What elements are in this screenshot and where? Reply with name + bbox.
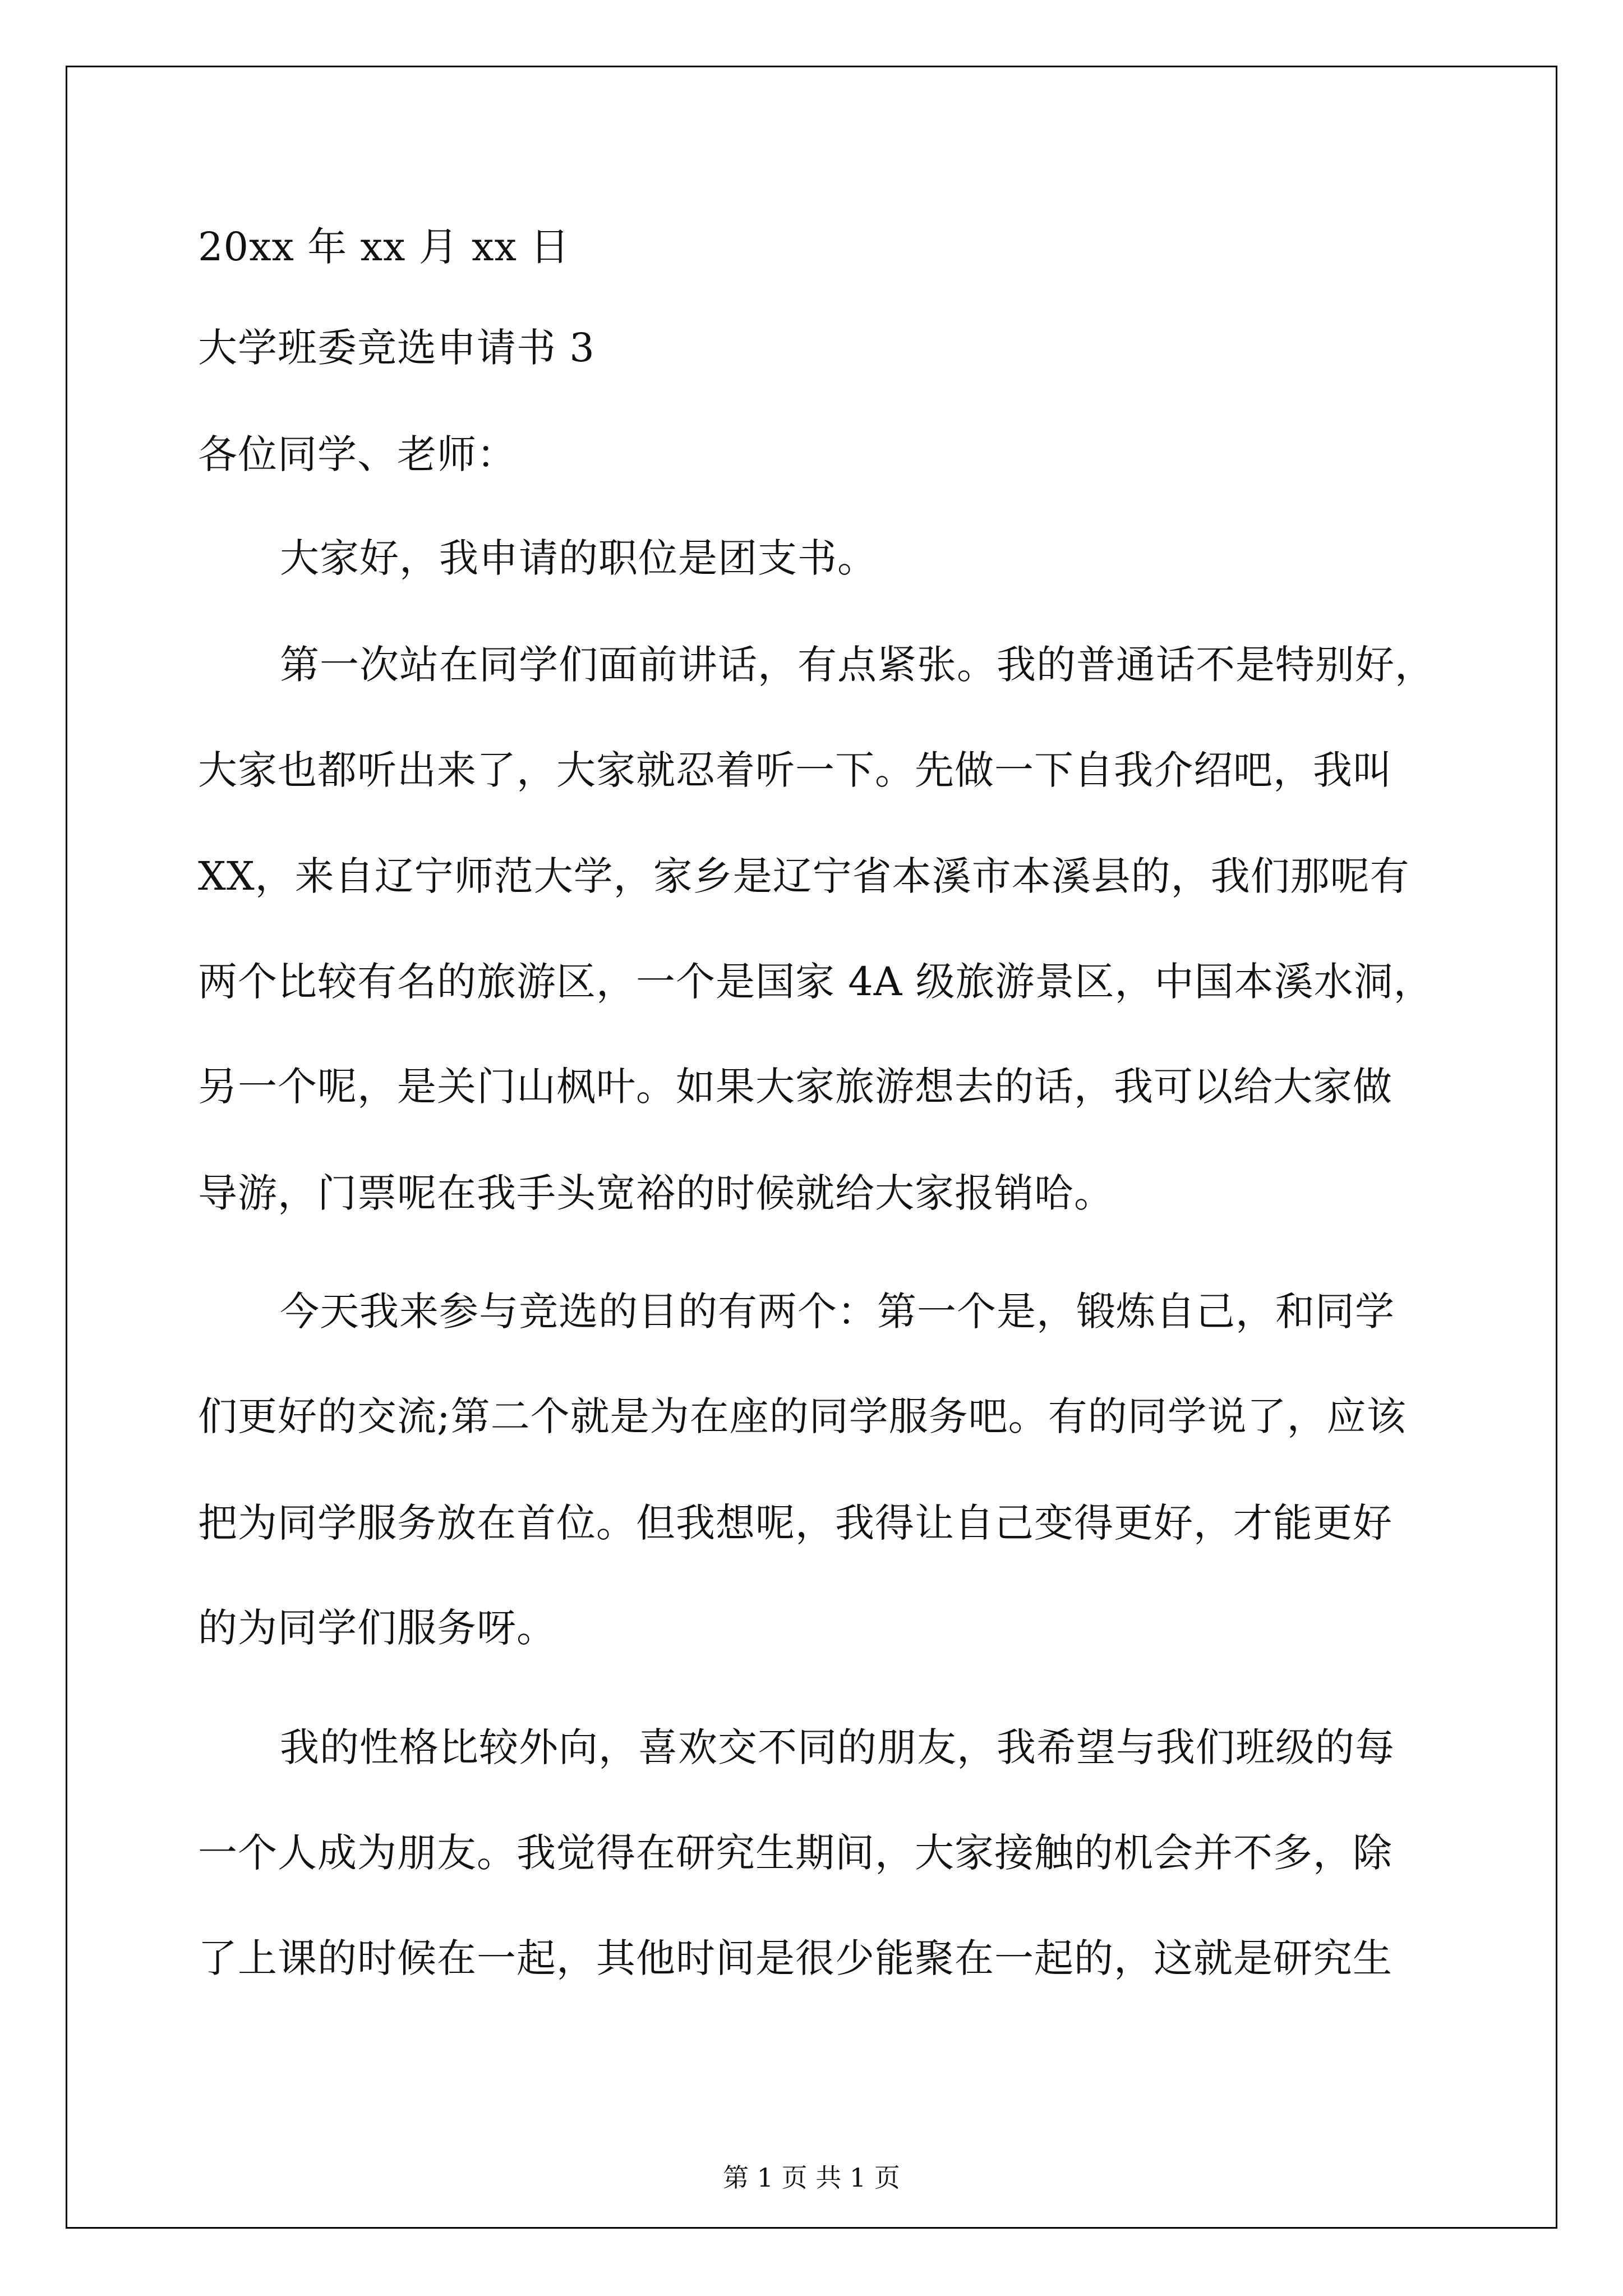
paragraph-line: 两个比较有名的旅游区，一个是国家 4A 级旅游景区，中国本溪水洞，	[198, 959, 1433, 1005]
paragraph-line: 一个人成为朋友。我觉得在研究生期间，大家接触的机会并不多，除	[198, 1830, 1393, 1876]
paragraph-line: 把为同学服务放在首位。但我想呢，我得让自己变得更好，才能更好	[198, 1500, 1393, 1546]
paragraph-line: 我的性格比较外向，喜欢交不同的朋友，我希望与我们班级的每	[280, 1724, 1395, 1770]
document-title: 大学班委竞选申请书 3	[198, 325, 595, 371]
page-footer: 第 1 页 共 1 页	[723, 2162, 900, 2193]
paragraph-line: 大家好，我申请的职位是团支书。	[280, 535, 877, 581]
paragraph-line: 大家也都听出来了，大家就忍着听一下。先做一下自我介绍吧，我叫	[198, 747, 1393, 793]
paragraph-line: 导游，门票呢在我手头宽裕的时候就给大家报销哈。	[198, 1170, 1114, 1216]
paragraph-line: 第一次站在同学们面前讲话，有点紧张。我的普通话不是特别好，	[280, 642, 1435, 688]
paragraph-line: XX，来自辽宁师范大学，家乡是辽宁省本溪市本溪县的，我们那呢有	[198, 853, 1410, 899]
page-border	[66, 66, 1557, 2229]
paragraph-line: 另一个呢，是关门山枫叶。如果大家旅游想去的话，我可以给大家做	[198, 1064, 1393, 1110]
paragraph-line: 们更好的交流;第二个就是为在座的同学服务吧。有的同学说了，应该	[198, 1393, 1407, 1439]
document-date: 20xx 年 xx 月 xx 日	[198, 224, 570, 270]
document-salutation: 各位同学、老师：	[198, 431, 517, 477]
paragraph-line: 了上课的时候在一起，其他时间是很少能聚在一起的，这就是研究生	[198, 1935, 1393, 1981]
paragraph-line: 今天我来参与竞选的目的有两个：第一个是，锻炼自己，和同学	[280, 1289, 1395, 1335]
paragraph-line: 的为同学们服务呀。	[198, 1605, 556, 1651]
